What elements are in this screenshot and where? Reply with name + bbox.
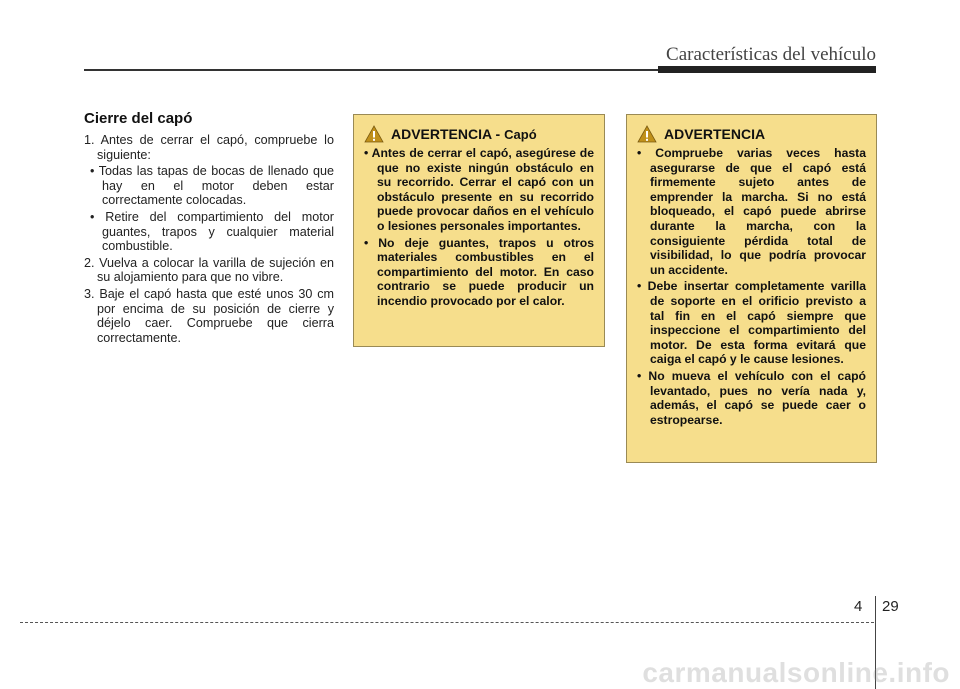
chapter-header-title: Características del vehículo	[666, 44, 876, 65]
warning-item: • No mueva el vehículo con el capó levantado, pues no vería nada y, además, el capó se puede caer o estropearse.	[637, 368, 866, 427]
step-1-bullet-2: • Retire del compartimiento del motor guantes, trapos y cualquier material combustible.	[90, 209, 334, 254]
step-2: 2. Vuelva a colocar la varilla de sujeción en su alojamiento para que no vibre.	[84, 255, 334, 285]
step-1-bullet-1: • Todas las tapas de bocas de llenado que hay en el motor deben estar correctamente colocadas.	[90, 164, 334, 208]
warning-title: ADVERTENCIA -	[391, 126, 501, 142]
step-3: 3. Baje el capó hasta que esté unos 30 cm por encima de su posición de cierre y déjelo caer. Compruebe que cierra correctamente.	[84, 286, 334, 345]
warning-item: • Compruebe varias veces hasta asegurarse de que el capó está firmemente sujeto antes de emprender la marcha. Si no está bloqueado, el capó puede abrirse durante la marcha, con la consiguiente pérdida total de visibilidad, lo que podría provocar un accidente.	[637, 146, 866, 277]
instructions-column	[84, 110, 334, 345]
warning-header	[364, 125, 594, 143]
warning-triangle-icon	[364, 125, 384, 143]
watermark-text: carmanualsonline.info	[642, 657, 950, 688]
warning-triangle-icon	[637, 125, 657, 143]
step-1: 1. Antes de cerrar el capó, compruebe lo siguiente:	[84, 133, 334, 162]
warning-subtitle: Capó	[504, 126, 537, 142]
header-rule-thick	[658, 66, 876, 73]
warning-title: ADVERTENCIA	[664, 126, 766, 142]
warning-item: • Antes de cerrar el capó, asegúrese de que no existe ningún obstáculo en su recorrido. Cerrar el capó con un obstáculo presente en su recorrido puede provocar daños en el vehículo o lesiones personales importantes.	[364, 146, 594, 233]
footer-dashed-rule	[20, 622, 874, 623]
page-number: 29	[882, 598, 899, 615]
section-heading: Cierre del capó	[84, 110, 193, 127]
warning-box-hood	[353, 114, 605, 347]
header-rule-thin	[84, 69, 674, 71]
warning-box-general	[626, 114, 877, 463]
chapter-number: 4	[854, 598, 863, 615]
warning-header	[637, 125, 866, 143]
warning-item: • No deje guantes, trapos u otros materiales combustibles en el compartimiento del motor. En caso contrario se puede producir un incendio provocado por el calor.	[364, 235, 594, 308]
warning-item: • Debe insertar completamente varilla de soporte en el orificio previsto a tal fin en el capó siempre que inspeccione el compartimiento del motor. De esta forma evitará que caiga el capó y le cause lesiones.	[637, 279, 866, 367]
